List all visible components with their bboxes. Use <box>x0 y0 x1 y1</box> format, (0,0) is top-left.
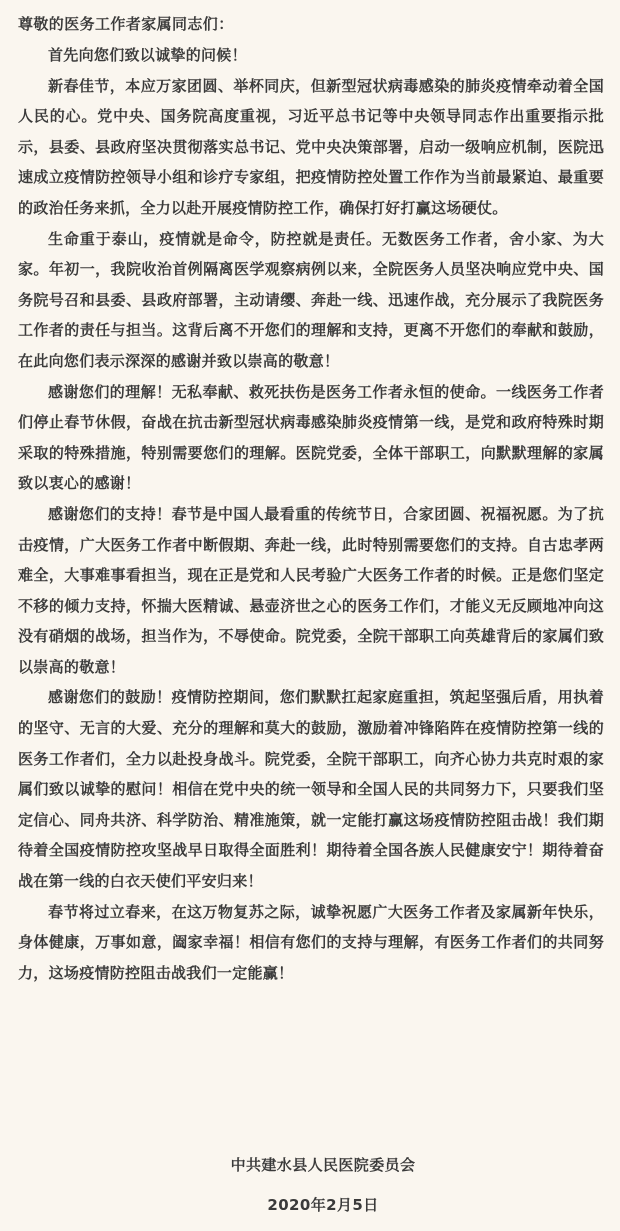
paragraph-festival: 新春佳节，本应万家团圆、举杯同庆，但新型冠状病毒感染的肺炎疫情牵动着全国人民的心。党中央、国务院高度重视，习近平总书记等中央领导同志作出重要指示批示，县委、县政府坚决贯彻落实总书记、党中央决策部署，启动一级响应机制，医院迅速成立疫情防控领导小组和诊疗专家组，把疫情防控处置工作作为当前最紧迫、最重要的政治任务来抓，全力以赴开展疫情防控工作，确保打好打赢这场硬仗。 <box>18 76 604 217</box>
letter-greeting: 尊敬的医务工作者家属同志们： <box>18 15 234 33</box>
paragraph-support: 感谢您们的支持！春节是中国人最看重的传统节日，合家团圆、祝福祝愿。为了抗击疫情，广大医务工作者中断假期、奔赴一线，此时特别需要您们的支持。自古忠孝两难全，大事难事看担当，现在正是党和人民考验广大医务工作者的时候。正是您们坚定不移的倾力支持，怀揣大医精诚、悬壶济世之心的医务工作们，才能义无反顾地冲向这没有硝烟的战场，担当作为，不辱使命。院党委，全院干部职工向英雄背后的家属们致以崇高的敬意！ <box>18 504 604 676</box>
signature-organization: 中共建水县人民医院委员会 <box>230 1156 416 1174</box>
paragraph-understanding: 感谢您们的理解！无私奉献、救死扶伤是医务工作者永恒的使命。一线医务工作者们停止春节休假，奋战在抗击新型冠状病毒感染肺炎疫情第一线，是党和政府特殊时期采取的特殊措施，特别需要您们的理解。医院党委，全体干部职工，向默默理解的家属致以衷心的感谢！ <box>18 382 604 493</box>
paragraph-opening: 首先向您们致以诚挚的问候！ <box>48 46 247 64</box>
paragraph-encouragement: 感谢您们的鼓励！疫情防控期间，您们默默扛起家庭重担，筑起坚强后盾，用执着的坚守、无言的大爱、充分的理解和莫大的鼓励，激励着冲锋陷阵在疫情防控第一线的医务工作者们，全力以赴投身战斗。院党委，全院干部职工，向齐心协力共克时艰的家属们致以诚挚的慰问！相信在党中央的统一领导和全国人民的共同努力下，只要我们坚定信心、同舟共济、科学防治、精准施策，就一定能打赢这场疫情防控阻击战！我们期待着全国疫情防控攻坚战早日取得全面胜利！期待着全国各族人民健康安宁！期待着奋战在第一线的白衣天使们平安归来！ <box>18 688 604 891</box>
signature-date: 2020年2月5日 <box>267 1196 379 1214</box>
paragraph-blessing: 春节将过立春来，在这万物复苏之际，诚挚祝愿广大医务工作者及家属新年快乐，身体健康，万事如意，阖家幸福！相信有您们的支持与理解，有医务工作者们的共同努力，这场疫情防控阻击战我们一定能赢！ <box>18 902 604 982</box>
paragraph-responsibility: 生命重于泰山，疫情就是命令，防控就是责任。无数医务工作者，舍小家、为大家。年初一，我院收治首例隔离医学观察病例以来，全院医务人员坚决响应党中央、国务院号召和县委、县政府部署，主动请缨、奔赴一线、迅速作战，充分展示了我院医务工作者的责任与担当。这背后离不开您们的理解和支持，更离不开您们的奉献和鼓励，在此向您们表示深深的感谢并致以崇高的敬意！ <box>18 229 604 370</box>
